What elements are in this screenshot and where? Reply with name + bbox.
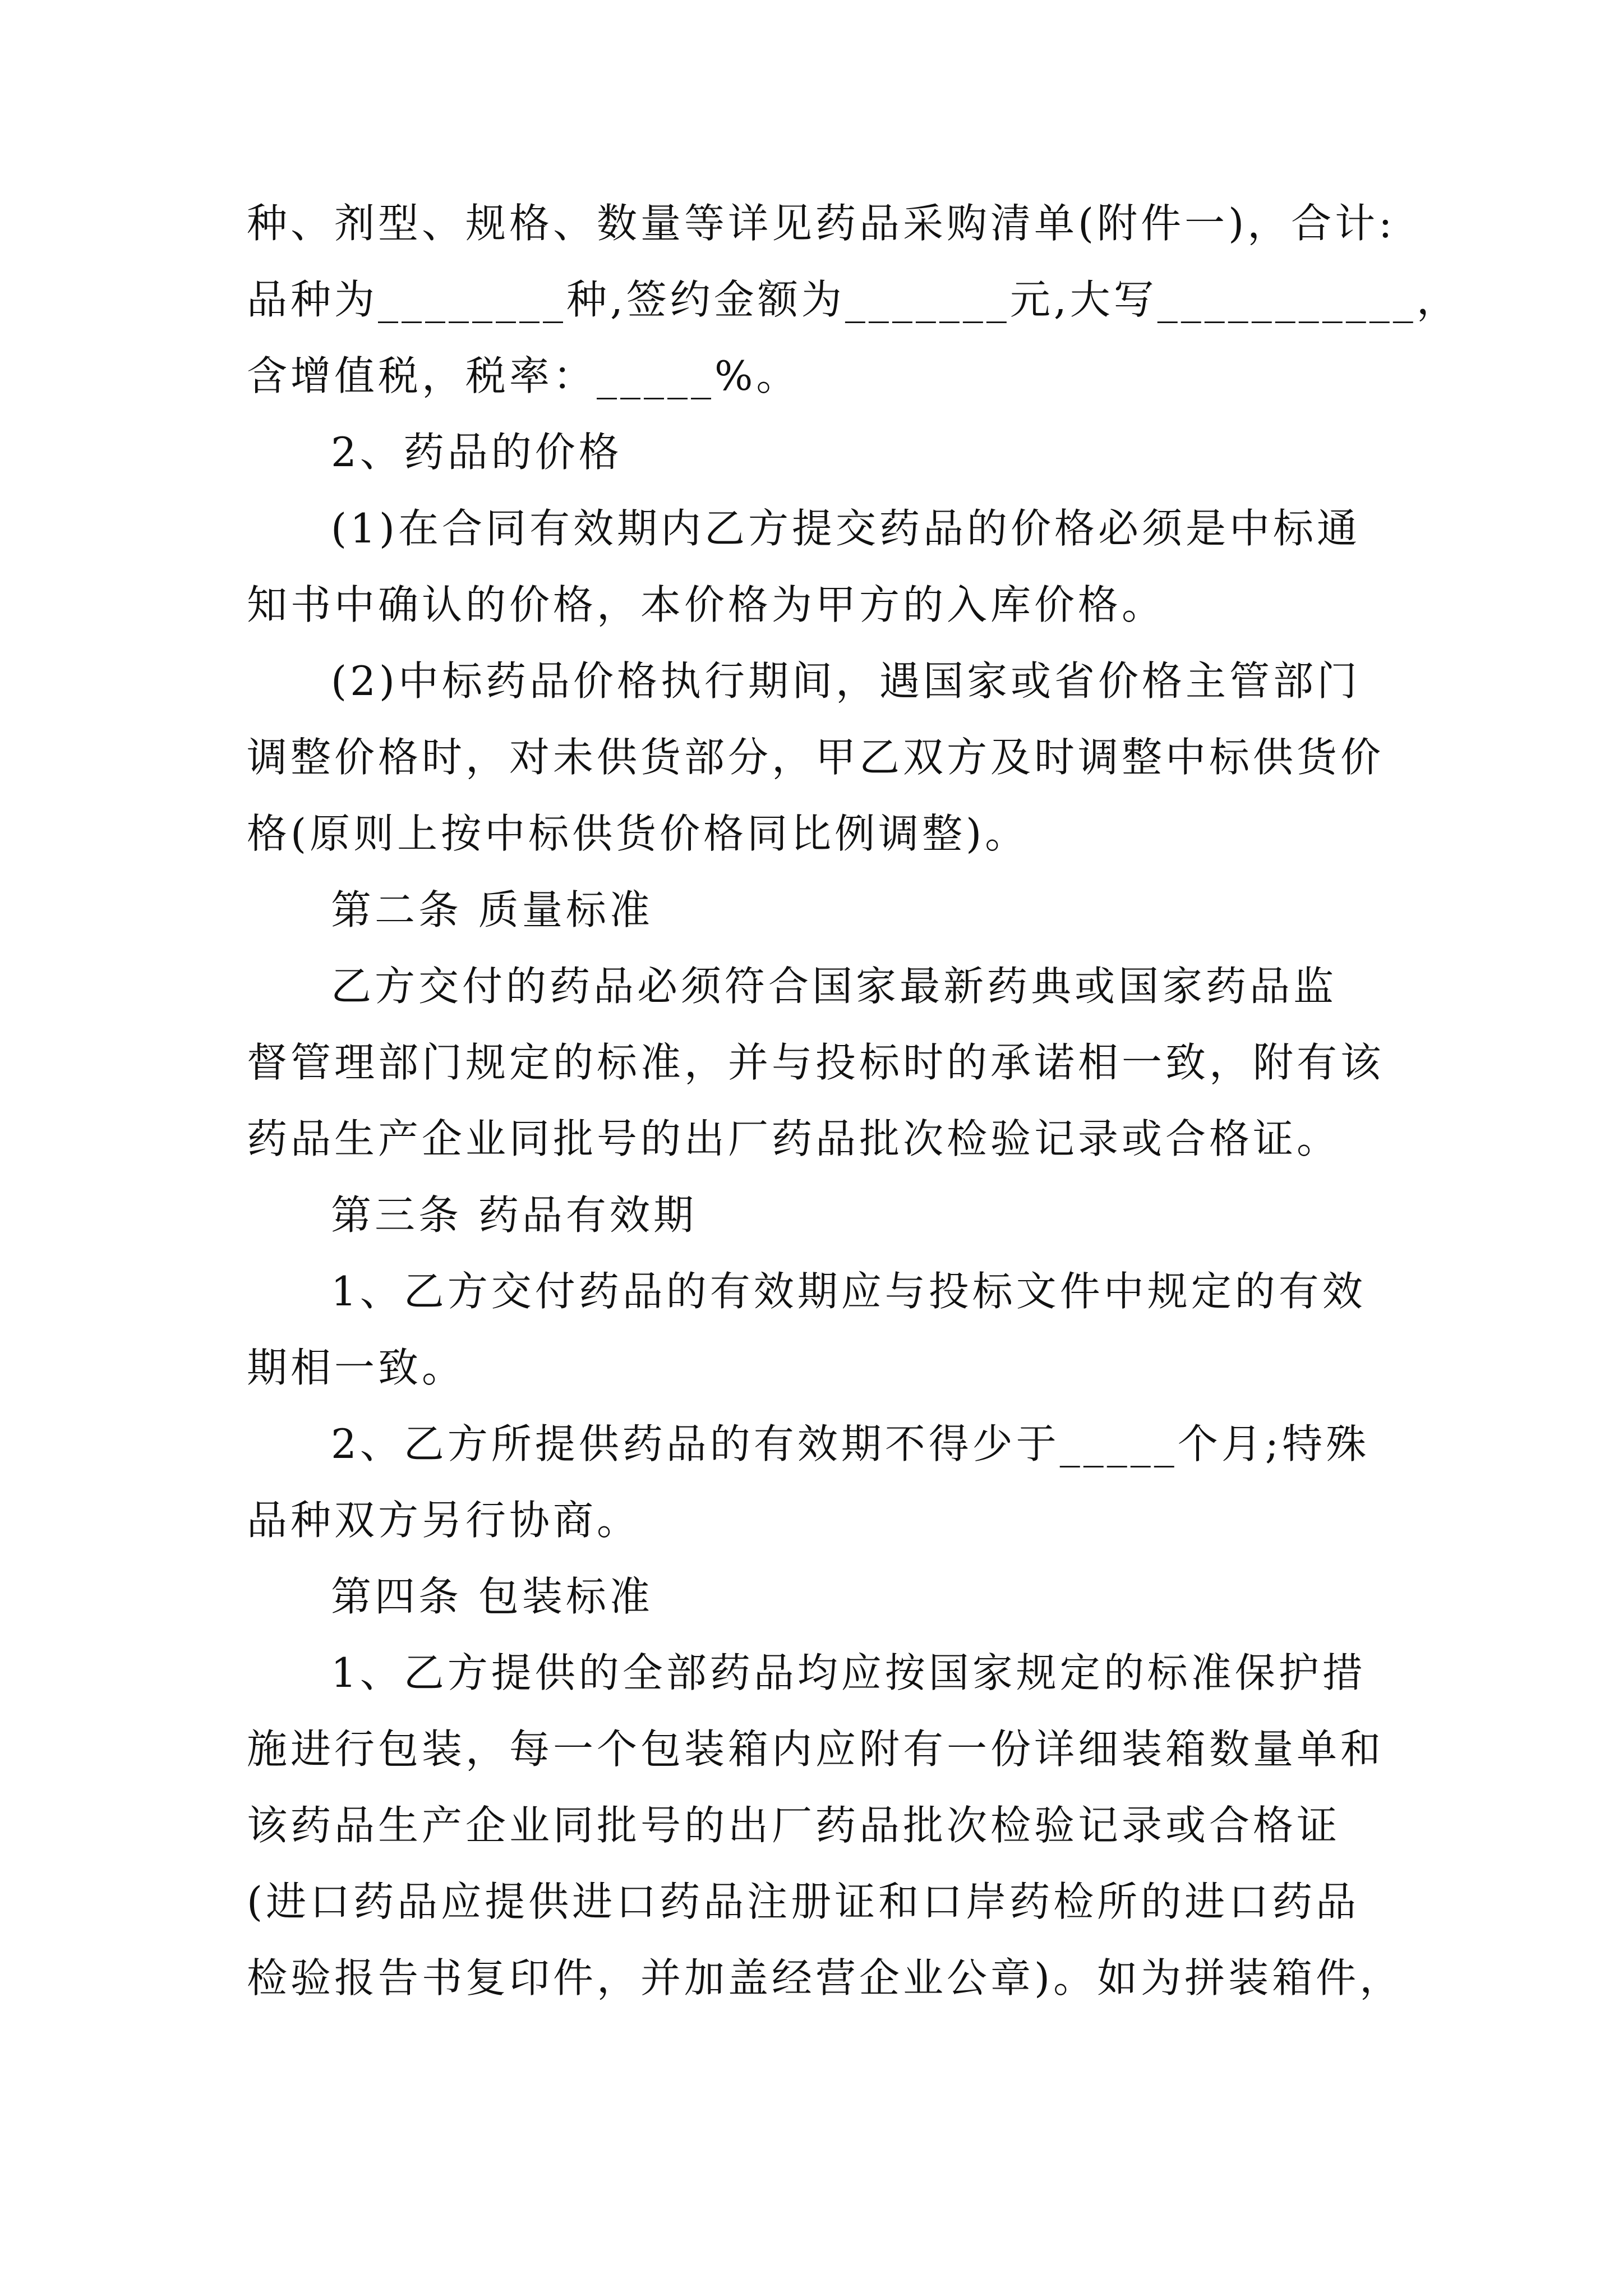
text-line: 品种为________种,签约金额为_______元,大写___________， [247, 276, 1460, 323]
text-line: 乙方交付的药品必须符合国家最新药典或国家药品监 [331, 963, 1338, 1010]
text-line: (进口药品应提供进口药品注册证和口岸药检所的进口药品 [247, 1878, 1360, 1925]
document-body [247, 185, 1460, 2016]
text-line: 该药品生产企业同批号的出厂药品批次检验记录或合格证 [247, 1802, 1341, 1849]
text-line: 期相一致。 [247, 1344, 466, 1391]
text-line: 1、乙方交付药品的有效期应与投标文件中规定的有效 [331, 1268, 1366, 1315]
text-line: 2、乙方所提供药品的有效期不得少于_____个月;特殊 [331, 1420, 1370, 1467]
text-line: 含增值税，税率：_____%。 [247, 352, 800, 399]
text-line: 品种双方另行协商。 [247, 1497, 641, 1544]
text-line: 督管理部门规定的标准，并与投标时的承诺相一致，附有该 [247, 1039, 1385, 1086]
text-line: 检验报告书复印件，并加盖经营企业公章)。如为拼装箱件， [247, 1954, 1404, 2001]
section-heading: 2、药品的价格 [331, 429, 623, 476]
article-heading: 第四条 包装标准 [331, 1573, 653, 1620]
text-line: 格(原则上按中标供货价格同比例调整)。 [247, 810, 1029, 857]
text-line: 1、乙方提供的全部药品均应按国家规定的标准保护措 [331, 1649, 1366, 1696]
text-line: 药品生产企业同批号的出厂药品批次检验记录或合格证。 [247, 1115, 1341, 1162]
text-line: 种、剂型、规格、数量等详见药品采购清单(附件一)，合计: [247, 200, 1396, 247]
text-line: (1)在合同有效期内乙方提交药品的价格必须是中标通 [331, 505, 1361, 552]
text-line: 知书中确认的价格，本价格为甲方的入库价格。 [247, 581, 1166, 628]
text-line: 施进行包装，每一个包装箱内应附有一份详细装箱数量单和 [247, 1726, 1385, 1773]
text-line: (2)中标药品价格执行期间，遇国家或省价格主管部门 [331, 657, 1361, 705]
text-line: 调整价格时，对未供货部分，甲乙双方及时调整中标供货价 [247, 734, 1385, 781]
article-heading: 第三条 药品有效期 [331, 1191, 697, 1239]
article-heading: 第二条 质量标准 [331, 886, 653, 933]
